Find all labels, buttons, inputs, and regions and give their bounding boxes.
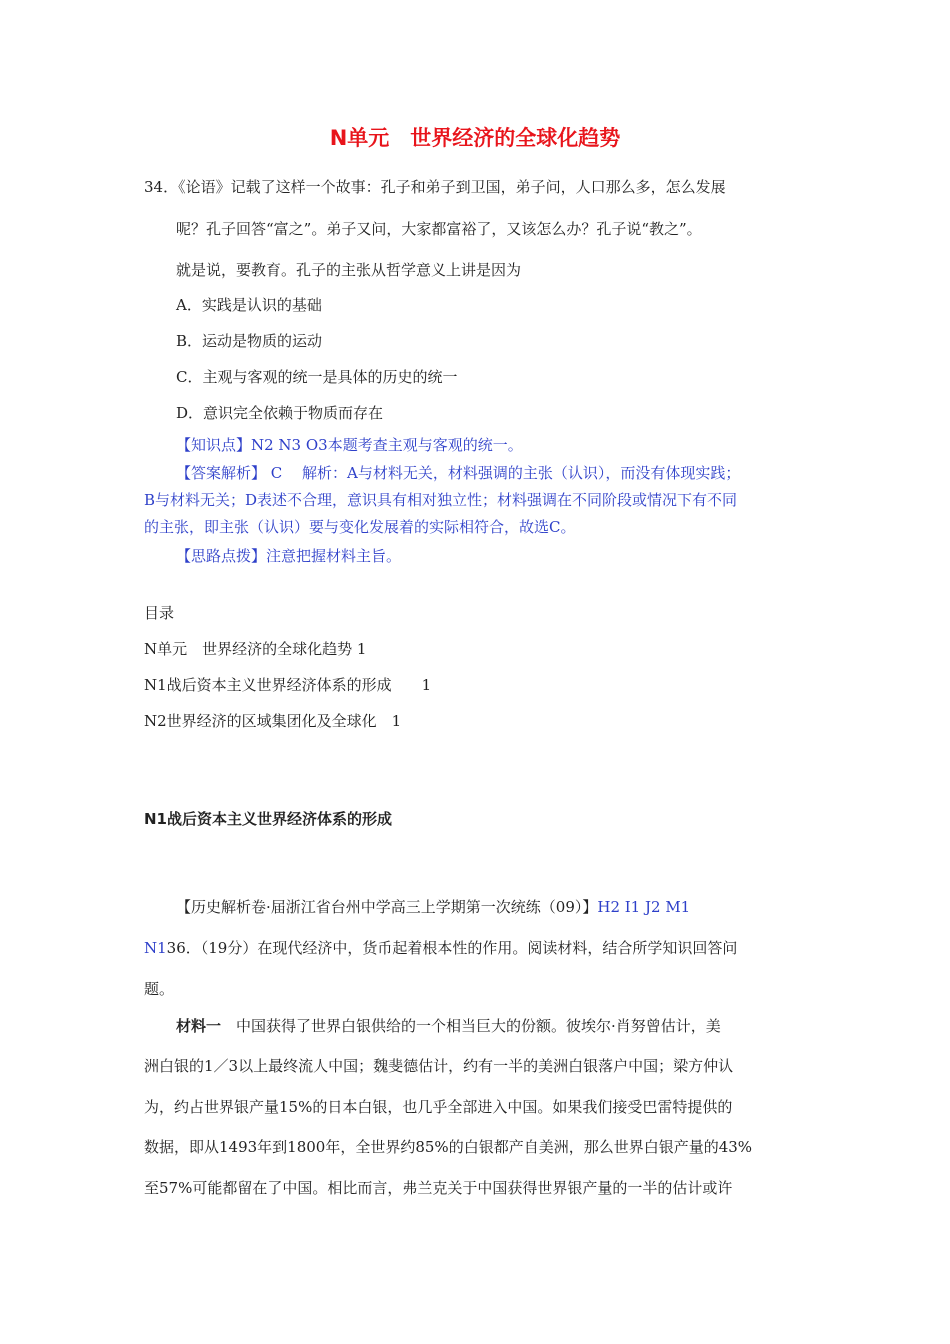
q34-option-c: C．主观与客观的统一是具体的历史的统一 <box>176 368 458 386</box>
q34-line-3: 就是说，要教育。孔子的主张从哲学意义上讲是因为 <box>176 261 522 279</box>
toc-item-n1[interactable]: N1战后资本主义世界经济体系的形成 1 <box>144 676 432 694</box>
q34-answer-line-2: B与材料无关；D表述不合理，意识具有相对独立性；材料强调在不同阶段或情况下有不同 <box>144 491 738 509</box>
unit-title: N单元 世界经济的全球化趋势 <box>329 126 621 150</box>
q34-option-d: D．意识完全依赖于物质而存在 <box>176 404 384 422</box>
q36-stem-line-1 <box>144 937 737 959</box>
q36-material-line-2: 洲白银的1／3以上最终流人中国；魏斐德估计，约有一半的美洲白银落户中国；梁方仲认 <box>144 1057 734 1075</box>
q36-source-line <box>176 896 690 918</box>
q36-material-line-4: 数据，即从1493年到1800年，全世界约85%的白银都产自美洲，那么世界白银产量的43% <box>144 1138 753 1156</box>
q36-source-codes: H2 I1 J2 M1 <box>597 898 691 916</box>
toc-item-unit-n[interactable]: N单元 世界经济的全球化趋势 1 <box>144 640 367 658</box>
q36-stem-text-1: 36．（19分）在现代经济中，货币起着根本性的作用。阅读材料，结合所学知识回答问 <box>166 939 738 957</box>
toc-item-n2[interactable]: N2世界经济的区域集团化及全球化 1 <box>144 712 402 730</box>
q34-tip: 【思路点拨】注意把握材料主旨。 <box>176 547 402 565</box>
q36-material-line-3: 为，约占世界银产量15%的日本白银，也几乎全部进入中国。如果我们接受巴雷特提供的 <box>144 1098 733 1116</box>
q36-material-text-1: 中国获得了世界白银供给的一个相当巨大的份额。彼埃尔·肖努曾估计，美 <box>221 1017 721 1035</box>
q34-answer-line-3: 的主张，即主张（认识）要与变化发展着的实际相符合，故选C。 <box>144 518 576 536</box>
q34-line-2: 呢？孔子回答“富之”。弟子又问，大家都富裕了，又该怎么办？孔子说“教之”。 <box>176 220 702 238</box>
q36-code-n1: N1 <box>144 939 167 957</box>
q34-knowledge-point: 【知识点】N2 N3 O3本题考查主观与客观的统一。 <box>176 436 523 454</box>
q34-answer-line-1: 【答案解析】 C 解析：A与材料无关，材料强调的主张（认识），而没有体现实践； <box>176 464 741 482</box>
q36-material-label: 材料一 <box>176 1017 222 1035</box>
q36-source-prefix: 【历史解析卷·届浙江省台州中学高三上学期第一次统练（09）】 <box>176 898 598 916</box>
q34-line-1: 34．《论语》记载了这样一个故事：孔子和弟子到卫国，弟子问，人口那么多，怎么发展 <box>144 178 726 196</box>
toc-heading: 目录 <box>144 604 175 622</box>
q36-material-line-5: 至57%可能都留在了中国。相比而言，弗兰克关于中国获得世界银产量的一半的估计或许 <box>144 1179 733 1197</box>
q36-material-line-1 <box>176 1015 721 1037</box>
q34-option-a: A．实践是认识的基础 <box>176 296 322 314</box>
q36-stem-line-2: 题。 <box>144 980 175 998</box>
q34-option-b: B．运动是物质的运动 <box>176 332 323 350</box>
section-heading-n1: N1战后资本主义世界经济体系的形成 <box>144 810 392 828</box>
